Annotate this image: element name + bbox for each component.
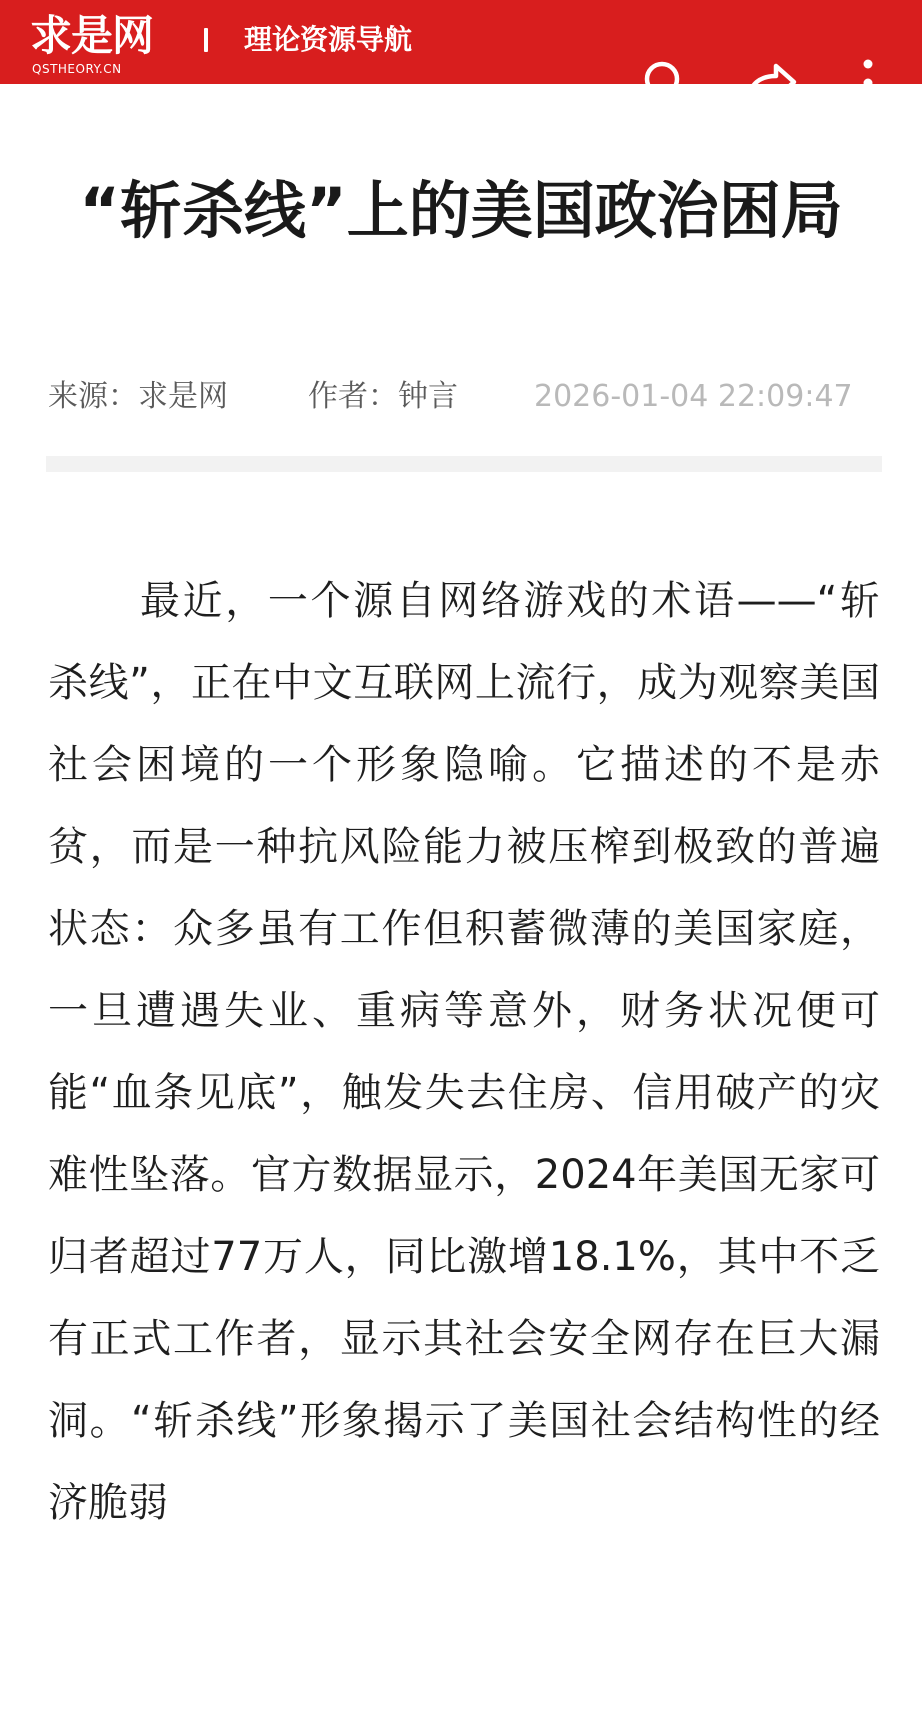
more-icon[interactable] [856,56,880,112]
search-icon[interactable] [640,58,692,110]
share-icon[interactable] [742,56,798,108]
article-body [48,560,880,1721]
header-divider [204,28,208,52]
article-paragraph: 最近，一个源自网络游戏的术语——“斩杀线”，正在中文互联网上流行，成为观察美国社会困境的一个形象隐喻。它描述的不是赤贫，而是一种抗风险能力被压榨到极致的普遍状态：众多虽有工作但积蓄微薄的美国家庭，一旦遭遇失业、重病等意外，财务状况便可能“血条见底”，触发失去住房、信用破产的灾难性坠落。官方数据显示，2024年美国无家可归者超过77万人，同比激增18.1%，其中不乏有正式工作者，显示其社会安全网存在巨大漏洞。“斩杀线”形象揭示了美国社会结构性的经济脆弱 [48,578,880,1526]
article-author: 作者：钟言 [308,379,458,414]
nav-title-link[interactable]: 理论资源导航 [244,23,413,56]
site-logo[interactable] [30,12,180,76]
logo-subtext: QSTHEORY.CN [32,62,122,76]
article-timestamp: 2026-01-04 22:09:47 [534,379,853,414]
meta-divider [46,456,882,472]
article-title: “斩杀线”上的美国政治困局 [79,174,843,247]
article-source: 来源：求是网 [48,379,228,414]
logo-text: 求是网 [30,11,154,60]
